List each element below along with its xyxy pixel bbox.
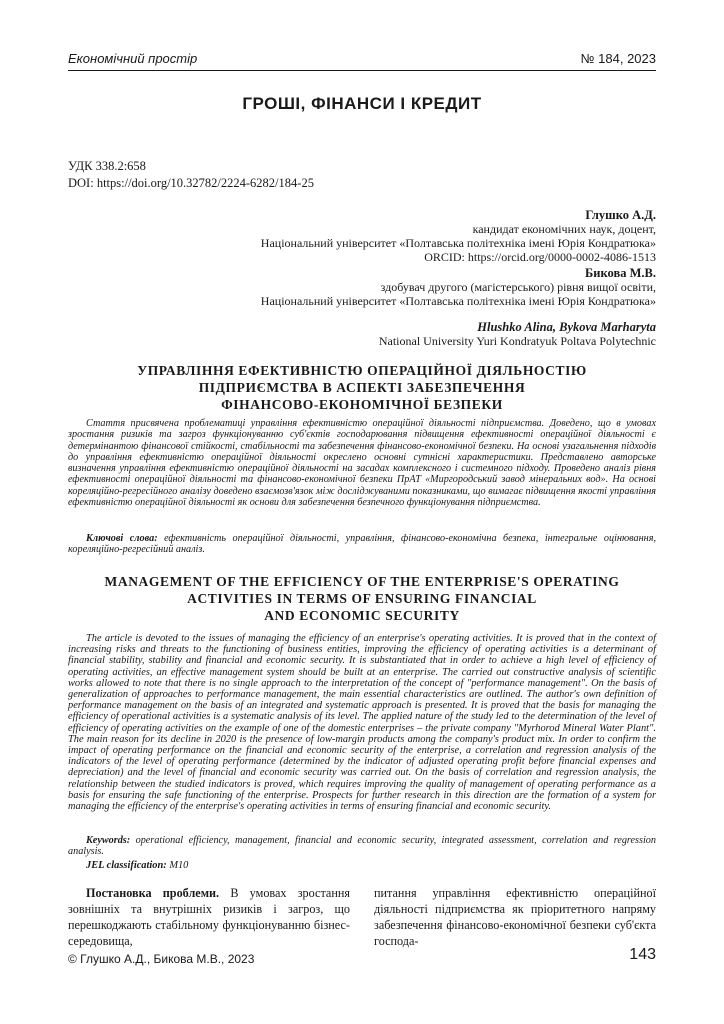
- authors-en-block: [379, 320, 656, 348]
- author-2-affiliation: Національний університет «Полтавська політехніка імені Юрія Кондратюка»: [260, 294, 656, 308]
- title-ua-line: ФІНАНСОВО-ЕКОНОМІЧНОЇ БЕЗПЕКИ: [221, 397, 503, 412]
- authors-en-affiliation: National University Yuri Kondratyuk Poltava Polytechnic: [378, 334, 656, 348]
- jel-code: M10: [169, 860, 189, 871]
- journal-name: Економічний простір: [68, 51, 198, 66]
- keywords-ua: [68, 533, 656, 556]
- keywords-ua-label: Ключові слова:: [86, 533, 158, 544]
- authors-block: [261, 208, 656, 308]
- body-right-text: питання управління ефективністю операційної діяльності підприємства як пріоритетного напряму забезпечення фінансово-економічної безпеки суб'єкта господа-: [374, 886, 656, 948]
- jel-classification: [86, 860, 188, 871]
- jel-label: JEL classification:: [86, 860, 167, 871]
- doi-link[interactable]: DOI: https://doi.org/10.32782/2224-6282/184-25: [68, 176, 314, 190]
- keywords-en-label: Keywords:: [86, 835, 131, 846]
- author-1-orcid[interactable]: ORCID: https://orcid.org/0000-0002-4086-1513: [424, 250, 656, 264]
- title-en-line: ACTIVITIES IN TERMS OF ENSURING FINANCIAL: [187, 591, 537, 606]
- title-ua-line: ПІДПРИЄМСТВА В АСПЕКТІ ЗАБЕЗПЕЧЕННЯ: [198, 380, 526, 395]
- author-1-degree: кандидат економічних наук, доцент,: [472, 222, 656, 236]
- problem-heading: Постановка проблеми.: [86, 886, 220, 900]
- author-name-1: Глушко А.Д.: [585, 208, 656, 222]
- authors-en-names: Hlushko Alina, Bykova Marharyta: [477, 320, 656, 334]
- issue-number: № 184, 2023: [580, 51, 656, 66]
- title-ua-line: УПРАВЛІННЯ ЕФЕКТИВНІСТЮ ОПЕРАЦІЙНОЇ ДІЯЛЬНОСТІЮ: [137, 363, 587, 378]
- header-divider: [68, 70, 656, 71]
- article-title-en: [68, 573, 656, 624]
- title-en-line: AND ECONOMIC SECURITY: [264, 608, 460, 623]
- copyright: © Глушко А.Д., Бикова М.В., 2023: [68, 952, 255, 966]
- author-name-2: Бикова М.В.: [585, 266, 656, 280]
- keywords-ua-text: ефективність операційної діяльності, управління, фінансово-економічна безпека, інтегральне оцінювання, кореляційно-регресійний аналіз.: [68, 533, 657, 556]
- body-column-right: [374, 885, 656, 949]
- abstract-en: The article is devoted to the issues of managing the efficiency of an enterprise's operating activities. It is proved that in the context of increasing risks and threats to the functioning of business entities, improving the efficiency of operating activities is a determinant of financial stability, stability and financial and economic security. It is substantiated that in order to achieve a high level of efficiency of operating activities, an effective management system should be built at an enterprise. The carried out constructive analysis of scientific works allowed to note that there is no single approach to the interpretation of the concept of "performance management". On the basis of generalization of approaches to performance management, the main essential characteristics are outlined. The author's own definition of performance management on the basis of an integrated and systematic approach is presented. It is proved that the basis for managing the efficiency of operational activities is a systematic analysis of its level. The applied nature of the study led to the determination of the level of efficiency of operating activities on the example of one of the domestic enterprises – the private company "Myrhorod Mineral Water Plant". The main reason for its decline in 2020 is the presence of low-margin products among the company's product mix. In order to confirm the impact of operating performance on the financial and economic security of the enterprise, a correlation and regression analysis of the indicators of the level of operating performance (determined by the indicator of adjusted operating profit before financial expenses and depreciation) and the level of financial and economic security was carried out. On the basis of correlation and regression analysis, the relationship between the studied indicators is proved, which requires improving the quality of management of operating performance as a basis for ensuring the safe functioning of the enterprise. Prospects for further research in this direction are the formation of a system for managing the efficiency of the enterprise's operating activities in terms of ensuring financial and economic security.: [68, 633, 656, 813]
- body-column-left: [68, 885, 350, 949]
- section-title: ГРОШІ, ФІНАНСИ І КРЕДИТ: [242, 94, 482, 113]
- author-1-affiliation: Національний університет «Полтавська політехніка імені Юрія Кондратюка»: [260, 236, 656, 250]
- page-number: 143: [629, 946, 656, 963]
- abstract-ua: Стаття присвячена проблематиці управління ефективністю операційної діяльності підприємства. Доведено, що в умовах зростання ризиків та загроз функціонуванню суб'єктів господарювання підвищення ефективності операційної діяльності є детермінантою фінансової стійкості, стабільності та забезпечення фінансово-економічної безпеки. На основі узагальнення підходів до управління ефективністю операційної діяльності окреслено основні сутнісні характеристики. Представлено авторське визначення управління ефективністю операційної діяльності на засадах комплексного і системного підходу. Проведено аналіз рівня ефективності операційної діяльності та фінансово-економічної безпеки ПрАТ «Миргородський завод мінеральних вод». На основі кореляційно-регресійного аналізу доведено взаємозв'язок між досліджуваними показниками, що вимагає підвищення якості управління ефективністю операційної діяльності як основи для забезпечення безпечного функціонування підприємства.: [68, 418, 656, 509]
- body-left-text: В умовах зростання зовнішніх та внутрішніх ризиків і загроз, що перешкоджають стабільному функціонуванню бізнес-середовища,: [68, 886, 350, 948]
- udk-code: УДК 338.2:658: [68, 159, 146, 173]
- author-2-degree: здобувач другого (магістерського) рівня вищої освіти,: [380, 280, 656, 294]
- keywords-en: [68, 835, 656, 858]
- title-en-line: MANAGEMENT OF THE EFFICIENCY OF THE ENTERPRISE'S OPERATING: [104, 574, 620, 589]
- reference-block: [68, 158, 314, 192]
- keywords-en-text: operational efficiency, management, financial and economic security, integrated assessment, correlation and regression analysis.: [68, 835, 656, 858]
- article-title-ua: [68, 362, 656, 413]
